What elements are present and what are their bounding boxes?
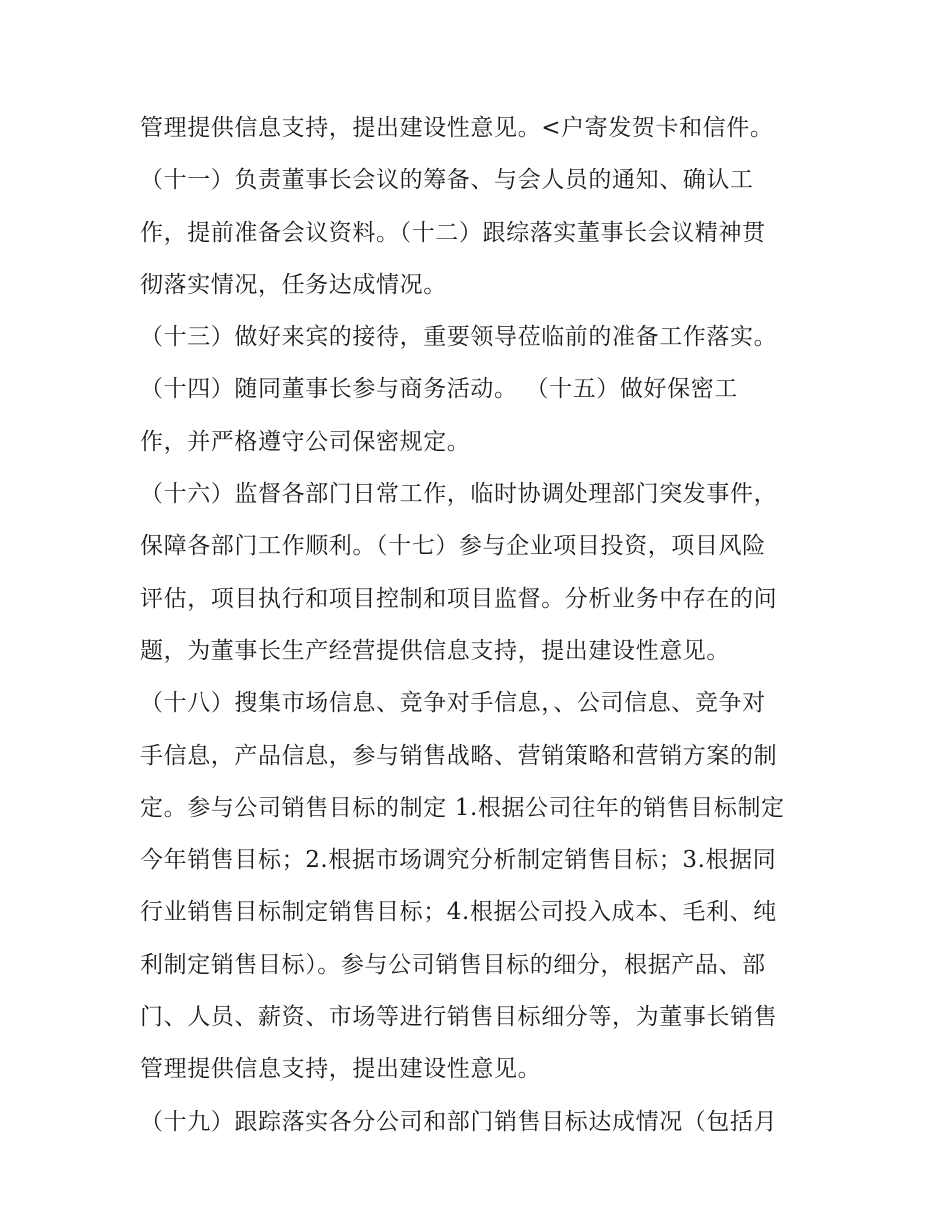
text-line: （十四）随同董事长参与商务活动。 （十五）做好保密工 — [140, 376, 738, 403]
text-line: 今年销售目标；2.根据市场调究分析制定销售目标；3.根据同 — [140, 847, 777, 874]
text-line: 作，并严格遵守公司保密规定。 — [140, 428, 471, 455]
text-line: 保障各部门工作顺利。（十七）参与企业项目投资，项目风险 — [140, 533, 766, 560]
document-body — [140, 102, 820, 1148]
text-line: 利制定销售目标）。参与公司销售目标的细分，根据产品、部 — [140, 951, 766, 978]
text-line: 管理提供信息支持，提出建设性意见。<户寄发贺卡和信件。 — [140, 115, 774, 141]
text-line: 彻落实情况，任务达成情况。 — [140, 271, 447, 298]
paragraph — [140, 154, 820, 311]
text-line: 行业销售目标制定销售目标；4.根据公司投入成本、毛利、纯 — [140, 899, 777, 926]
text-line: 门、人员、薪资、市场等进行销售目标细分等，为董事长销售 — [140, 1004, 778, 1031]
text-line: （十一）负责董事长会议的筹备、与会人员的通知、确认工 — [140, 167, 754, 194]
text-line: （十八）搜集市场信息、竞争对手信息，、公司信息、竞争对 — [140, 690, 766, 717]
text-line: 评估，项目执行和项目控制和项目监督。分析业务中存在的问 — [140, 585, 778, 612]
paragraph — [140, 102, 820, 154]
text-line: （十六）监督各部门日常工作，临时协调处理部门突发事件， — [140, 481, 778, 508]
text-line: （十三）做好来宾的接待，重要领导莅临前的准备工作落实。 — [140, 324, 778, 351]
text-line: 管理提供信息支持，提出建设性意见。 — [140, 1056, 542, 1083]
text-line: 题，为董事长生产经营提供信息支持，提出建设性意见。 — [140, 637, 730, 664]
paragraph — [140, 468, 820, 677]
text-line: 定。参与公司销售目标的制定 1.根据公司往年的销售目标制定 — [140, 794, 785, 821]
text-line: 作，提前准备会议资料。（十二）跟综落实董事长会议精神贯 — [140, 219, 766, 246]
paragraph — [140, 311, 820, 363]
paragraph — [140, 677, 820, 1095]
paragraph — [140, 1096, 820, 1148]
paragraph — [140, 363, 820, 468]
text-line: （十九）跟踪落实各分公司和部门销售目标达成情况（包括月 — [140, 1108, 778, 1135]
text-line: 手信息，产品信息，参与销售战略、营销策略和营销方案的制 — [140, 742, 778, 769]
